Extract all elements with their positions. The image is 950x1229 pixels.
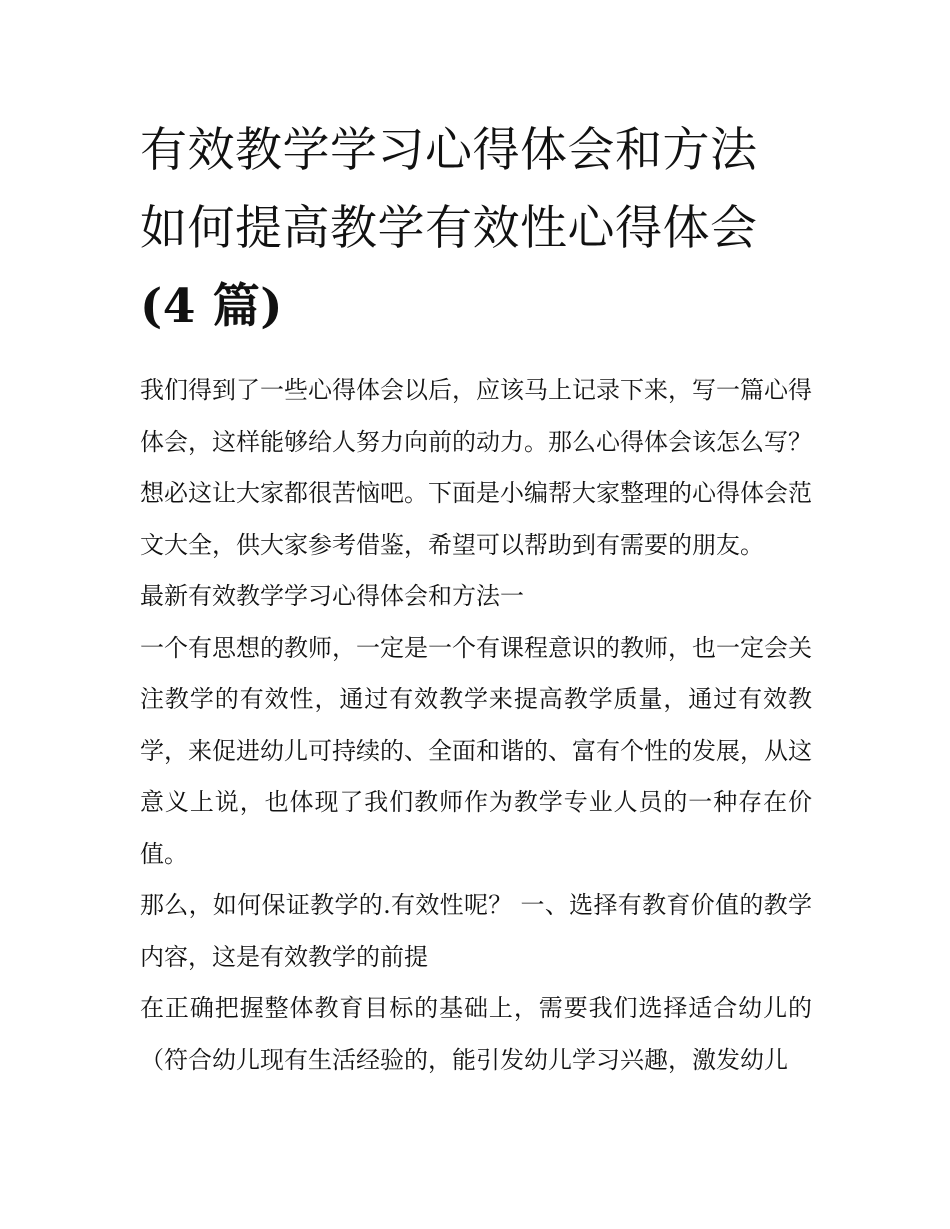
document-page [140,112,812,1086]
section-heading: 最新有效教学学习心得体会和方法一 [140,582,524,610]
document-title [140,112,812,346]
title-line-2: 如何提高教学有效性心得体会 [140,201,758,256]
title-line-3: (4 篇) [140,279,284,334]
body-paragraph-1: 一个有思想的教师，一定是一个有课程意识的教师，也一定会关注教学的有效性，通过有效教学来提高教学质量，通过有效教学，来促进幼儿可持续的、全面和谐的、富有个性的发展，从这意义上说，也体现了我们教师作为教学专业人员的一种存在价值。 [140,633,812,868]
document-body [140,365,812,1086]
intro-paragraph: 我们得到了一些心得体会以后，应该马上记录下来，写一篇心得体会，这样能够给人努力向前的动力。那么心得体会该怎么写？想必这让大家都很苦恼吧。下面是小编帮大家整理的心得体会范文大全，供大家参考借鉴，希望可以帮助到有需要的朋友。 [140,376,812,559]
title-line-1: 有效教学学习心得体会和方法 [140,123,758,178]
body-paragraph-2: 那么，如何保证教学的.有效性呢？ 一、选择有教育价值的教学内容，这是有效教学的前提 [140,891,812,971]
body-paragraph-3: 在正确把握整体教育目标的基础上，需要我们选择适合幼儿的（符合幼儿现有生活经验的，能引发幼儿学习兴趣，激发幼儿 [140,994,812,1074]
